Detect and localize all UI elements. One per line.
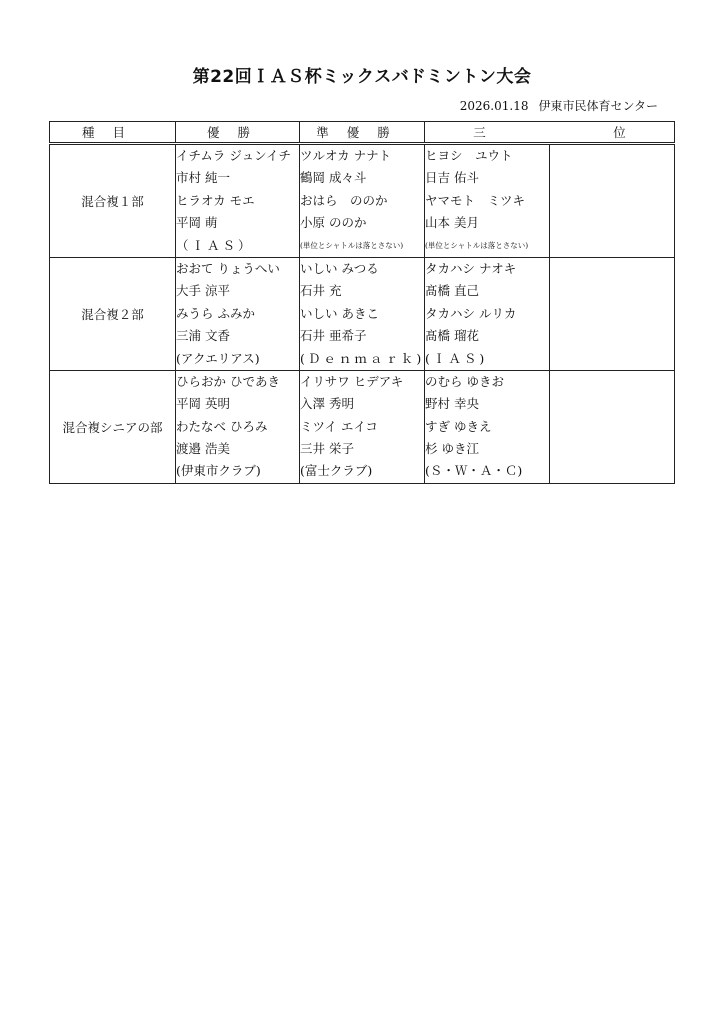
table-row <box>50 370 675 483</box>
entry-line <box>550 258 674 280</box>
entry-line <box>550 145 674 167</box>
entry-line: 山本 美月 <box>425 215 479 231</box>
table-row <box>50 144 675 258</box>
entry-line: ヤマモト ミツキ <box>425 192 526 208</box>
entry-line: 石井 亜希子 <box>300 328 367 344</box>
header-winner: 優勝 <box>176 122 300 144</box>
entry-line: イチムラ ジュンイチ <box>176 148 291 163</box>
event-venue: 伊東市民体育センター <box>538 99 658 113</box>
runner-up-cell <box>300 144 425 258</box>
entry-line: 野村 幸央 <box>425 396 479 412</box>
entry-line: のむら ゆきお <box>425 373 504 389</box>
entry-line <box>550 438 674 460</box>
entry-line: いしい あきこ <box>300 305 379 321</box>
entry-line <box>550 235 674 257</box>
entry-line: ヒヨシ ユウト <box>425 148 513 163</box>
entry-line: わたなべ ひろみ <box>176 418 268 434</box>
event-cell: 混合複シニアの部 <box>50 370 176 483</box>
entry-line: イリサワ ヒデアキ <box>300 373 404 389</box>
event-meta <box>460 97 658 114</box>
entry-line: (富士クラブ) <box>300 463 373 479</box>
entry-line: 小原 ののか <box>300 215 367 231</box>
header-runner-up: 準優勝 <box>300 122 425 144</box>
table-row <box>50 257 675 370</box>
entry-line: 三井 栄子 <box>300 441 354 457</box>
entry-line: 三浦 文香 <box>176 328 230 344</box>
results-body <box>50 144 675 484</box>
entry-line: 髙橋 直己 <box>425 283 479 299</box>
entry-line: 杉 ゆき江 <box>425 441 479 457</box>
entry-line: ひらおか ひであき <box>176 373 280 389</box>
entry-line: 渡邉 浩美 <box>176 441 230 457</box>
entry-line <box>550 416 674 438</box>
entry-line: (単位とシャトルは落とさない) <box>425 240 529 250</box>
entry-line: おおて りょうへい <box>176 260 280 276</box>
runner-up-cell <box>300 370 425 483</box>
event-cell: 混合複２部 <box>50 257 176 370</box>
header-third-right: 位 <box>613 125 626 140</box>
entry-line: いしい みつる <box>300 260 379 276</box>
winner-cell <box>176 144 300 258</box>
third-a-cell <box>425 257 550 370</box>
entry-line <box>550 460 674 482</box>
entry-line: 鶴岡 成々斗 <box>300 170 367 186</box>
winner-cell <box>176 257 300 370</box>
event-cell: 混合複１部 <box>50 144 176 258</box>
entry-line <box>550 393 674 415</box>
entry-line: タカハシ ナオキ <box>425 260 517 276</box>
entry-line <box>550 280 674 302</box>
entry-line: 市村 純一 <box>176 170 230 186</box>
entry-line: ツルオカ ナナト <box>300 148 392 163</box>
results-table <box>49 121 675 484</box>
entry-line: 平岡 英明 <box>176 396 230 412</box>
entry-line <box>550 371 674 393</box>
entry-line <box>550 167 674 189</box>
entry-line: (Ｓ・Ｗ・Ａ・Ｃ) <box>425 463 523 479</box>
entry-line <box>550 190 674 212</box>
entry-line: ミツイ エイコ <box>300 418 378 434</box>
entry-line: 大手 涼平 <box>176 283 230 299</box>
third-a-cell <box>425 370 550 483</box>
third-a-cell <box>425 144 550 258</box>
entry-line: (単位とシャトルは落とさない) <box>300 240 404 250</box>
entry-line: (ＩＡＳ) <box>425 350 488 366</box>
entry-line <box>550 325 674 347</box>
entry-line: すぎ ゆきえ <box>425 418 492 434</box>
header-event: 種目 <box>50 122 176 144</box>
third-b-cell <box>550 257 675 370</box>
entry-line <box>550 212 674 234</box>
entry-line: 髙橋 瑠花 <box>425 328 479 344</box>
event-date: 2026.01.18 <box>459 99 529 113</box>
entry-line: 日吉 佑斗 <box>425 170 479 186</box>
entry-line: 平岡 萌 <box>176 215 218 231</box>
table-header-row <box>50 122 675 144</box>
entry-line <box>550 348 674 370</box>
entry-line: タカハシ ルリカ <box>425 305 517 321</box>
runner-up-cell <box>300 257 425 370</box>
entry-line: (Ｄｅｎｍａｒｋ) <box>300 350 424 366</box>
entry-line: (伊東市クラブ) <box>176 463 261 479</box>
header-third-left: 三 <box>473 125 486 140</box>
entry-line: おはら ののか <box>300 192 388 208</box>
header-third-place <box>425 122 675 144</box>
winner-cell <box>176 370 300 483</box>
entry-line: （ＩＡＳ） <box>176 237 254 253</box>
entry-line: (アクエリアス) <box>176 350 260 366</box>
entry-line: みうら ふみか <box>176 305 255 321</box>
entry-line <box>550 303 674 325</box>
entry-line: ヒラオカ モエ <box>176 192 255 208</box>
entry-line: 石井 充 <box>300 283 342 299</box>
third-b-cell <box>550 144 675 258</box>
third-b-cell <box>550 370 675 483</box>
document-title: 第22回ＩＡＳ杯ミックスバドミントン大会 <box>192 67 532 87</box>
entry-line: 入澤 秀明 <box>300 396 354 412</box>
